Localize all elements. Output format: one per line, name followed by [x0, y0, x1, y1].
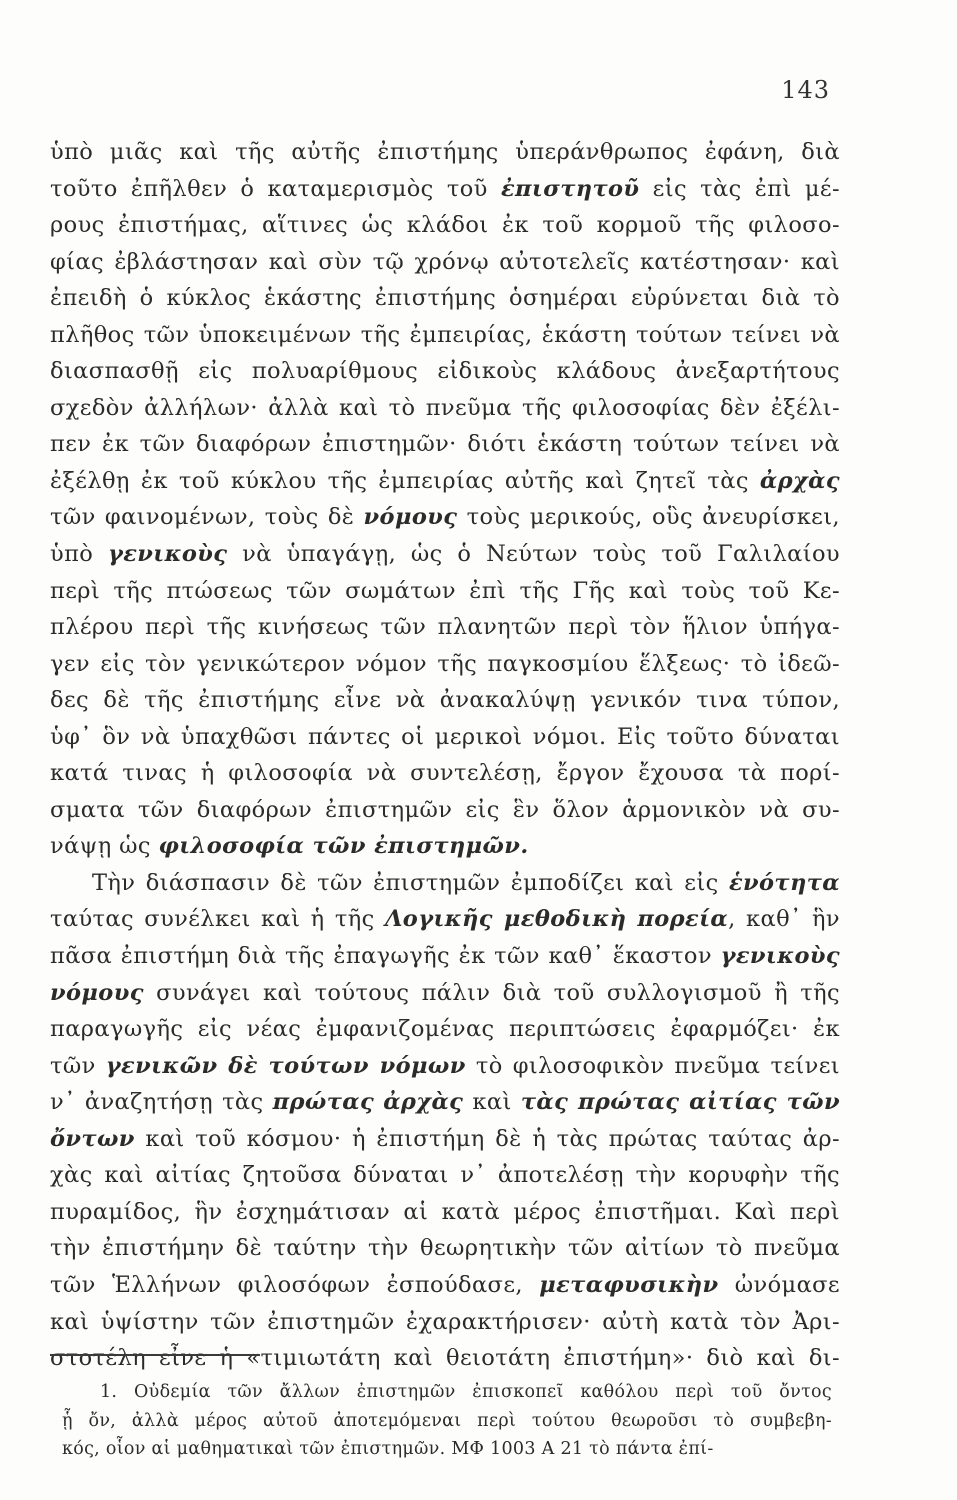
emphasis-tas-protas-aitias: τὰς πρώτας αἰτίας τῶν: [520, 1089, 840, 1116]
text-line-33: καὶ ὑψίστην τῶν ἐπιστημῶν ἐχαρακτήρισεν· αὐτὴ κατὰ τὸν Ἀρι-: [50, 1308, 840, 1335]
text-line-7: διασπασθῇ εἰς πολυαρίθμους εἰδικοὺς κλάδους ἀνεξαρτήτους: [50, 358, 840, 385]
emphasis-philosophia-epistemon: φιλοσοφία τῶν ἐπιστημῶν.: [158, 833, 529, 860]
text-line-14: πλέρου περὶ τῆς κινήσεως τῶν πλανητῶν περὶ τὸν ἥλιον ὑπήγα-: [50, 614, 840, 641]
text-line-25: παραγωγῆς εἰς νέας ἐμφανιζομένας περιπτώσεις ἐφαρμόζει· ἐκ: [50, 1016, 840, 1043]
text-line-22: ταύτας συνέλκει καὶ ἡ τῆς Λογικῆς μεθοδικὴ πορεία, καθ᾽ ἣν: [50, 906, 840, 933]
text-line-2: τοῦτο ἐπῆλθεν ὁ καταμερισμὸς τοῦ ἐπιστητοῦ εἰς τὰς ἐπὶ μέ-: [50, 175, 840, 202]
text-line-10: ἐξέλθῃ ἐκ τοῦ κύκλου τῆς ἐμπειρίας αὐτῆς καὶ ζητεῖ τὰς ἀρχὰς: [50, 467, 840, 494]
text-line-6: πλῆθος τῶν ὑποκειμένων τῆς ἐμπειρίας, ἑκάστη τούτων τείνει νὰ: [50, 321, 840, 348]
emphasis-genikous: γενικοὺς: [107, 541, 228, 568]
text-line-8: σχεδὸν ἀλλήλων· ἀλλὰ καὶ τὸ πνεῦμα τῆς φιλοσοφίας δὲν ἐξέλι-: [50, 394, 840, 421]
emphasis-archas: ἀρχὰς: [759, 467, 840, 494]
text-line-18: κατά τινας ἡ φιλοσοφία νὰ συντελέσῃ, ἔργον ἔχουσα τὰ πορί-: [50, 760, 840, 787]
text-line-29: χὰς καὶ αἰτίας ζητοῦσα δύναται ν᾽ ἀποτελέσῃ τὴν κορυφὴν τῆς: [50, 1162, 840, 1189]
text-line-23: πᾶσα ἐπιστήμη διὰ τῆς ἐπαγωγῆς ἐκ τῶν καθ᾽ ἕκαστον γενικοὺς: [50, 943, 840, 970]
text-line-19: σματα τῶν διαφόρων ἐπιστημῶν εἰς ἓν ὅλον ἁρμονικὸν νὰ συ-: [50, 796, 840, 823]
text-line-3: ρους ἐπιστήμας, αἵτινες ὡς κλάδοι ἐκ τοῦ κορμοῦ τῆς φιλοσο-: [50, 212, 840, 239]
emphasis-enoteta: ἑνότητα: [728, 869, 840, 896]
footnote-line-2: ᾗ ὄν, ἀλλὰ μέρος αὐτοῦ ἀποτεμόμεναι περὶ τούτου θεωροῦσι τὸ συμβεβη-: [62, 1410, 832, 1431]
text-line-30: πυραμίδος, ἣν ἐσχημάτισαν αἱ κατὰ μέρος ἐπιστῆμαι. Καὶ περὶ: [50, 1198, 840, 1225]
text-line-11: τῶν φαινομένων, τοὺς δὲ νόμους τοὺς μερικούς, οὓς ἀνευρίσκει,: [50, 504, 840, 531]
text-line-27: ν᾽ ἀναζητήσῃ τὰς πρώτας ἀρχὰς καὶ τὰς πρώτας αἰτίας τῶν: [50, 1089, 840, 1116]
text-line-9: πεν ἐκ τῶν διαφόρων ἐπιστημῶν· διότι ἑκάστη τούτων τείνει νὰ: [50, 431, 840, 458]
text-line-4: φίας ἐβλάστησαν καὶ σὺν τῷ χρόνῳ αὐτοτελεῖς κατέστησαν· καὶ: [50, 248, 840, 275]
text-line-32: τῶν Ἑλλήνων φιλοσόφων ἐσπούδασε, μεταφυσικὴν ὠνόμασε: [50, 1271, 840, 1298]
footnote: [62, 1378, 832, 1464]
emphasis-nomous-2: νόμους: [50, 979, 144, 1006]
text-line-20: νάψῃ ὡς φιλοσοφία τῶν ἐπιστημῶν.: [50, 833, 529, 860]
footnote-line-1: 1. Οὐδεμία τῶν ἄλλων ἐπιστημῶν ἐπισκοπεῖ καθόλου περὶ τοῦ ὄντος: [100, 1382, 832, 1402]
emphasis-metaphysiken: μεταφυσικὴν: [539, 1271, 719, 1298]
text-line-24: νόμους συνάγει καὶ τούτους πάλιν διὰ τοῦ συλλογισμοῦ ἢ τῆς: [50, 979, 840, 1006]
text-line-21: Τὴν διάσπασιν δὲ τῶν ἐπιστημῶν ἐμποδίζει καὶ εἰς ἑνότητα: [92, 869, 840, 896]
body-text: [50, 134, 840, 1377]
emphasis-logikes: Λογικῆς μεθοδικὴ πορεία: [384, 906, 729, 933]
emphasis-onton: ὄντων: [50, 1125, 135, 1152]
text-line-26: τῶν γενικῶν δὲ τούτων νόμων τὸ φιλοσοφικὸν πνεῦμα τείνει: [50, 1052, 840, 1079]
text-line-28: ὄντων καὶ τοῦ κόσμου· ἡ ἐπιστήμη δὲ ἡ τὰς πρώτας ταύτας ἀρ-: [50, 1125, 840, 1152]
emphasis-protas: πρώτας: [272, 1089, 375, 1116]
footnote-line-3: κός, οἷον αἱ μαθηματικαὶ τῶν ἐπιστημῶν. ΜΦ 1003 Α 21 τὸ πάντα ἐπί-: [62, 1439, 714, 1459]
text-line-13: περὶ τῆς πτώσεως τῶν σωμάτων ἐπὶ τῆς Γῆς καὶ τοὺς τοῦ Κε-: [50, 577, 840, 604]
page-number: 143: [781, 76, 830, 104]
text-line-12: ὑπὸ γενικοὺς νὰ ὑπαγάγῃ, ὡς ὁ Νεύτων τοὺς τοῦ Γαλιλαίου: [50, 541, 840, 568]
footnote-divider: [50, 1354, 260, 1356]
text-line-34: στοτέλη εἶνε ἡ «τιμιωτάτη καὶ θειοτάτη ἐπιστήμη»· διὸ καὶ δι-: [50, 1345, 840, 1372]
text-line-17: ὑφ᾽ ὃν νὰ ὑπαχθῶσι πάντες οἱ μερικοὶ νόμοι. Εἰς τοῦτο δύναται: [50, 723, 840, 750]
text-line-31: τὴν ἐπιστήμην δὲ ταύτην τὴν θεωρητικὴν τῶν αἰτίων τὸ πνεῦμα: [50, 1235, 840, 1262]
emphasis-archas-2: ἀρχὰς: [383, 1089, 464, 1116]
text-line-1: ὑπὸ μιᾶς καὶ τῆς αὐτῆς ἐπιστήμης ὑπεράνθρωπος ἐφάνη, διὰ: [50, 139, 840, 165]
emphasis-nomous: νόμους: [363, 504, 458, 531]
emphasis-genikous-2: γενικοὺς: [720, 943, 840, 970]
text-line-15: γεν εἰς τὸν γενικώτερον νόμον τῆς παγκοσμίου ἕλξεως· τὸ ἰδεῶ-: [50, 650, 840, 677]
emphasis-genikon-nomon: γενικῶν δὲ τούτων νόμων: [105, 1052, 466, 1079]
text-line-5: ἐπειδὴ ὁ κύκλος ἑκάστης ἐπιστήμης ὁσημέραι εὐρύνεται διὰ τὸ: [50, 285, 840, 312]
text-line-16: δες δὲ τῆς ἐπιστήμης εἶνε νὰ ἀνακαλύψῃ γενικόν τινα τύπον,: [50, 687, 840, 714]
emphasis-epistetou: ἐπιστητοῦ: [500, 175, 640, 202]
